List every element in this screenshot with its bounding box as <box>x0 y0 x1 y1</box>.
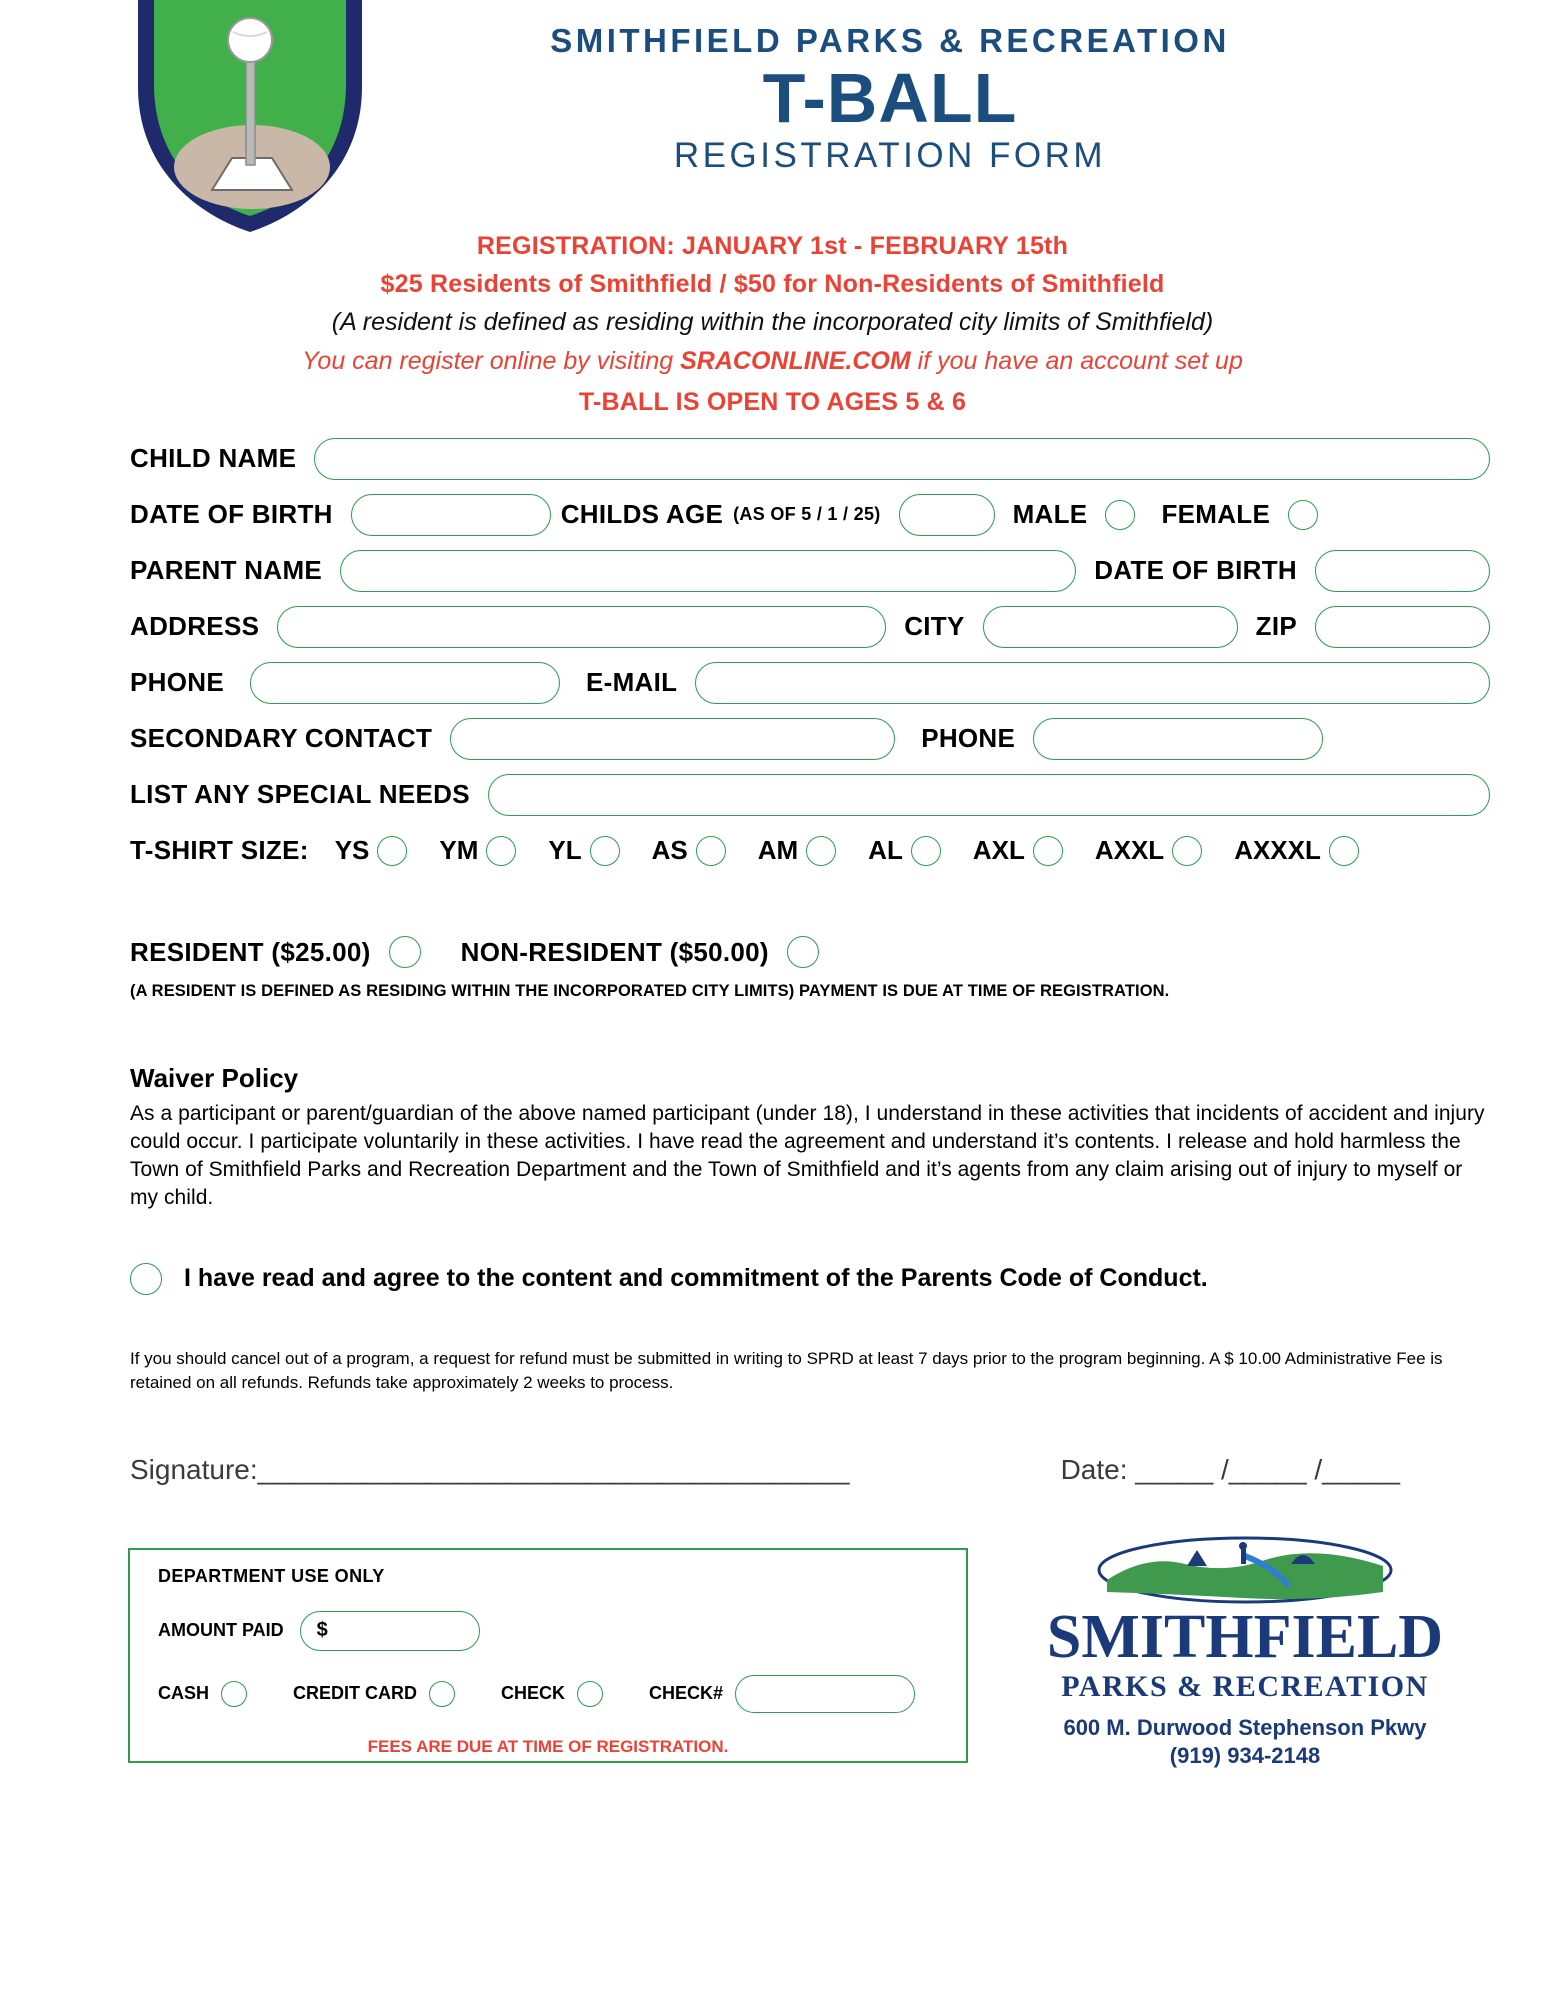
label-parent-dob: DATE OF BIRTH <box>1094 555 1297 585</box>
tshirt-option-as[interactable] <box>652 835 734 866</box>
radio-tshirt-ym[interactable] <box>486 836 516 866</box>
input-amount-paid[interactable] <box>300 1611 480 1651</box>
tshirt-option-ys[interactable] <box>335 835 416 866</box>
label-special-needs: LIST ANY SPECIAL NEEDS <box>130 779 470 809</box>
payment-option-check[interactable] <box>501 1681 615 1707</box>
row-parent-name <box>0 547 1545 594</box>
department-use-title: DEPARTMENT USE ONLY <box>158 1565 385 1586</box>
input-special-needs[interactable] <box>488 774 1490 816</box>
waiver-body: As a participant or parent/guardian of the above named participant (under 18), I understand in these activities that incidents of accident and injury could occur. I participate voluntarily in these activities. I have read the agreement and understand it’s contents. I release and hold harmless the Town of Smithfield Parks and Recreation Department and the Town of Smithfield and it’s agents from any claim arising out of injury to myself or my child. <box>130 1102 1485 1210</box>
label-code-of-conduct: I have read and agree to the content and commitment of the Parents Code of Conduct. <box>184 1264 1208 1292</box>
tshirt-option-ym[interactable] <box>439 835 524 866</box>
label-child-name: CHILD NAME <box>130 443 297 473</box>
label-parent-name: PARENT NAME <box>130 555 323 585</box>
radio-code-of-conduct[interactable] <box>130 1263 162 1295</box>
label-email: E-MAIL <box>585 667 678 697</box>
online-suffix: if you have an account set up <box>910 347 1243 375</box>
input-check-number[interactable] <box>735 1675 915 1713</box>
radio-tshirt-axxl[interactable] <box>1172 836 1202 866</box>
registration-dates: REGISTRATION: JANUARY 1st - FEBRUARY 15th <box>476 232 1069 260</box>
tshirt-label-al: AL <box>868 835 903 865</box>
tshirt-option-axxxl[interactable] <box>1234 835 1367 866</box>
label-tshirt-size: T-SHIRT SIZE: <box>130 835 309 865</box>
tshirt-label-axl: AXL <box>972 835 1025 865</box>
tshirt-label-yl: YL <box>548 835 582 865</box>
notice-block <box>0 232 1545 417</box>
label-secondary-phone: PHONE <box>921 723 1016 753</box>
row-residency-fee <box>0 936 1545 968</box>
radio-cash[interactable] <box>221 1681 247 1707</box>
input-parent-name[interactable] <box>340 550 1076 592</box>
label-resident-fee: RESIDENT ($25.00) <box>130 936 371 967</box>
brand-phone: (919) 934-2148 <box>1169 1743 1321 1769</box>
radio-tshirt-as[interactable] <box>696 836 726 866</box>
fees-line: $25 Residents of Smithfield / $50 for Non-Residents of Smithfield <box>380 270 1165 298</box>
input-secondary-contact[interactable] <box>450 718 895 760</box>
label-check-number: CHECK# <box>649 1683 724 1704</box>
input-parent-dob[interactable] <box>1315 550 1490 592</box>
input-secondary-phone[interactable] <box>1033 718 1323 760</box>
input-child-name[interactable] <box>314 438 1490 480</box>
input-phone[interactable] <box>250 662 560 704</box>
row-address <box>0 603 1545 650</box>
waiver-section <box>0 1063 1545 1213</box>
resident-definition: (A resident is defined as residing within the incorporated city limits of Smithfield) <box>331 308 1214 336</box>
label-credit-card: CREDIT CARD <box>293 1683 418 1704</box>
row-dob-age-sex <box>0 491 1545 538</box>
fees-due-note: FEES ARE DUE AT TIME OF REGISTRATION. <box>367 1736 729 1756</box>
radio-tshirt-am[interactable] <box>806 836 836 866</box>
radio-resident[interactable] <box>389 936 421 968</box>
label-date: Date: <box>1060 1453 1128 1485</box>
input-childs-age[interactable] <box>899 494 995 536</box>
radio-tshirt-axxxl[interactable] <box>1329 836 1359 866</box>
label-as-of-date: (AS OF 5 / 1 / 25) <box>733 504 881 524</box>
smithfield-parks-logo-icon <box>1010 1536 1480 1771</box>
input-child-dob[interactable] <box>351 494 551 536</box>
tshirt-option-am[interactable] <box>758 835 844 866</box>
brand-address: 600 M. Durwood Stephenson Pkwy <box>1063 1714 1427 1740</box>
tball-shield-icon <box>120 0 380 237</box>
label-cash: CASH <box>158 1683 210 1704</box>
tshirt-label-as: AS <box>651 835 688 865</box>
row-phone-email <box>0 659 1545 706</box>
online-prefix: You can register online by visiting <box>302 347 681 375</box>
form-fields <box>0 417 1545 1486</box>
program-title: T-BALL <box>762 59 1018 137</box>
tshirt-option-axxl[interactable] <box>1095 835 1210 866</box>
waiver-title: Waiver Policy <box>130 1063 299 1093</box>
tshirt-label-ym: YM <box>439 835 479 865</box>
input-zip[interactable] <box>1315 606 1490 648</box>
label-amount-paid: AMOUNT PAID <box>158 1620 284 1641</box>
title-block <box>380 22 1400 176</box>
online-site-link[interactable]: SRACONLINE.COM <box>680 347 911 375</box>
brand-subtitle: PARKS & RECREATION <box>1061 1669 1429 1703</box>
tshirt-label-axxxl: AXXXL <box>1234 835 1321 865</box>
radio-tshirt-ys[interactable] <box>377 836 407 866</box>
ages-line: T-BALL IS OPEN TO AGES 5 & 6 <box>578 388 967 416</box>
signature-row <box>0 1454 1545 1486</box>
row-child-name <box>0 435 1545 482</box>
refund-policy-text: If you should cancel out of a program, a request for refund must be submitted in writing to SPRD at least 7 days prior to the program beginning. A $ 10.00 Administrative Fee is retained on all refunds. Refunds take approximately 2 weeks to process. <box>130 1348 1443 1393</box>
radio-male[interactable] <box>1105 500 1135 530</box>
label-male: MALE <box>1012 499 1088 529</box>
label-signature: Signature: <box>130 1453 258 1485</box>
label-phone: PHONE <box>130 667 224 697</box>
label-check: CHECK <box>501 1683 566 1704</box>
input-address[interactable] <box>277 606 886 648</box>
form-subtitle: REGISTRATION FORM <box>673 135 1107 175</box>
check-number-group[interactable] <box>649 1675 927 1713</box>
org-title: SMITHFIELD PARKS & RECREATION <box>550 22 1230 59</box>
row-amount-paid <box>158 1611 966 1651</box>
radio-tshirt-al[interactable] <box>911 836 941 866</box>
footer-section <box>0 1548 1545 1798</box>
label-non-resident-fee: NON-RESIDENT ($50.00) <box>460 936 769 967</box>
row-secondary-contact <box>0 715 1545 762</box>
label-secondary-contact: SECONDARY CONTACT <box>130 723 433 753</box>
label-childs-age: CHILDS AGE <box>560 499 724 529</box>
tshirt-label-am: AM <box>757 835 799 865</box>
row-tshirt-size <box>0 827 1545 874</box>
tshirt-label-axxl: AXXL <box>1094 835 1165 865</box>
radio-tshirt-yl[interactable] <box>590 836 620 866</box>
row-payment-method <box>158 1675 966 1713</box>
radio-non-resident[interactable] <box>787 936 819 968</box>
row-special-needs <box>0 771 1545 818</box>
tshirt-option-al[interactable] <box>868 835 949 866</box>
radio-check[interactable] <box>577 1681 603 1707</box>
tshirt-option-yl[interactable] <box>548 835 627 866</box>
tshirt-label-ys: YS <box>334 835 370 865</box>
label-date-of-birth: DATE OF BIRTH <box>130 499 333 529</box>
label-address: ADDRESS <box>130 611 260 641</box>
input-email[interactable] <box>695 662 1490 704</box>
tshirt-option-axl[interactable] <box>973 835 1071 866</box>
row-code-of-conduct <box>0 1263 1545 1295</box>
residency-fineprint: (A RESIDENT IS DEFINED AS RESIDING WITHIN THE INCORPORATED CITY LIMITS) PAYMENT IS DUE AT TIME OF REGISTRATION. <box>130 982 1170 1000</box>
signature-line[interactable]: ______________________________________ <box>257 1453 850 1485</box>
date-line[interactable]: _____ /_____ /_____ <box>1135 1453 1400 1485</box>
label-female: FEMALE <box>1161 499 1271 529</box>
dollar-sign: $ <box>316 1619 328 1642</box>
radio-credit-card[interactable] <box>429 1681 455 1707</box>
payment-option-credit-card[interactable] <box>293 1681 467 1707</box>
payment-option-cash[interactable] <box>158 1681 259 1707</box>
online-registration-line <box>0 347 1545 376</box>
form-header <box>0 0 1545 230</box>
department-use-box <box>128 1548 968 1763</box>
radio-tshirt-axl[interactable] <box>1033 836 1063 866</box>
brand-name: SMITHFIELD <box>1046 1602 1444 1671</box>
radio-female[interactable] <box>1288 500 1318 530</box>
label-zip: ZIP <box>1255 611 1297 641</box>
logo-graphic <box>1095 1536 1395 1606</box>
input-city[interactable] <box>983 606 1238 648</box>
label-city: CITY <box>904 611 965 641</box>
